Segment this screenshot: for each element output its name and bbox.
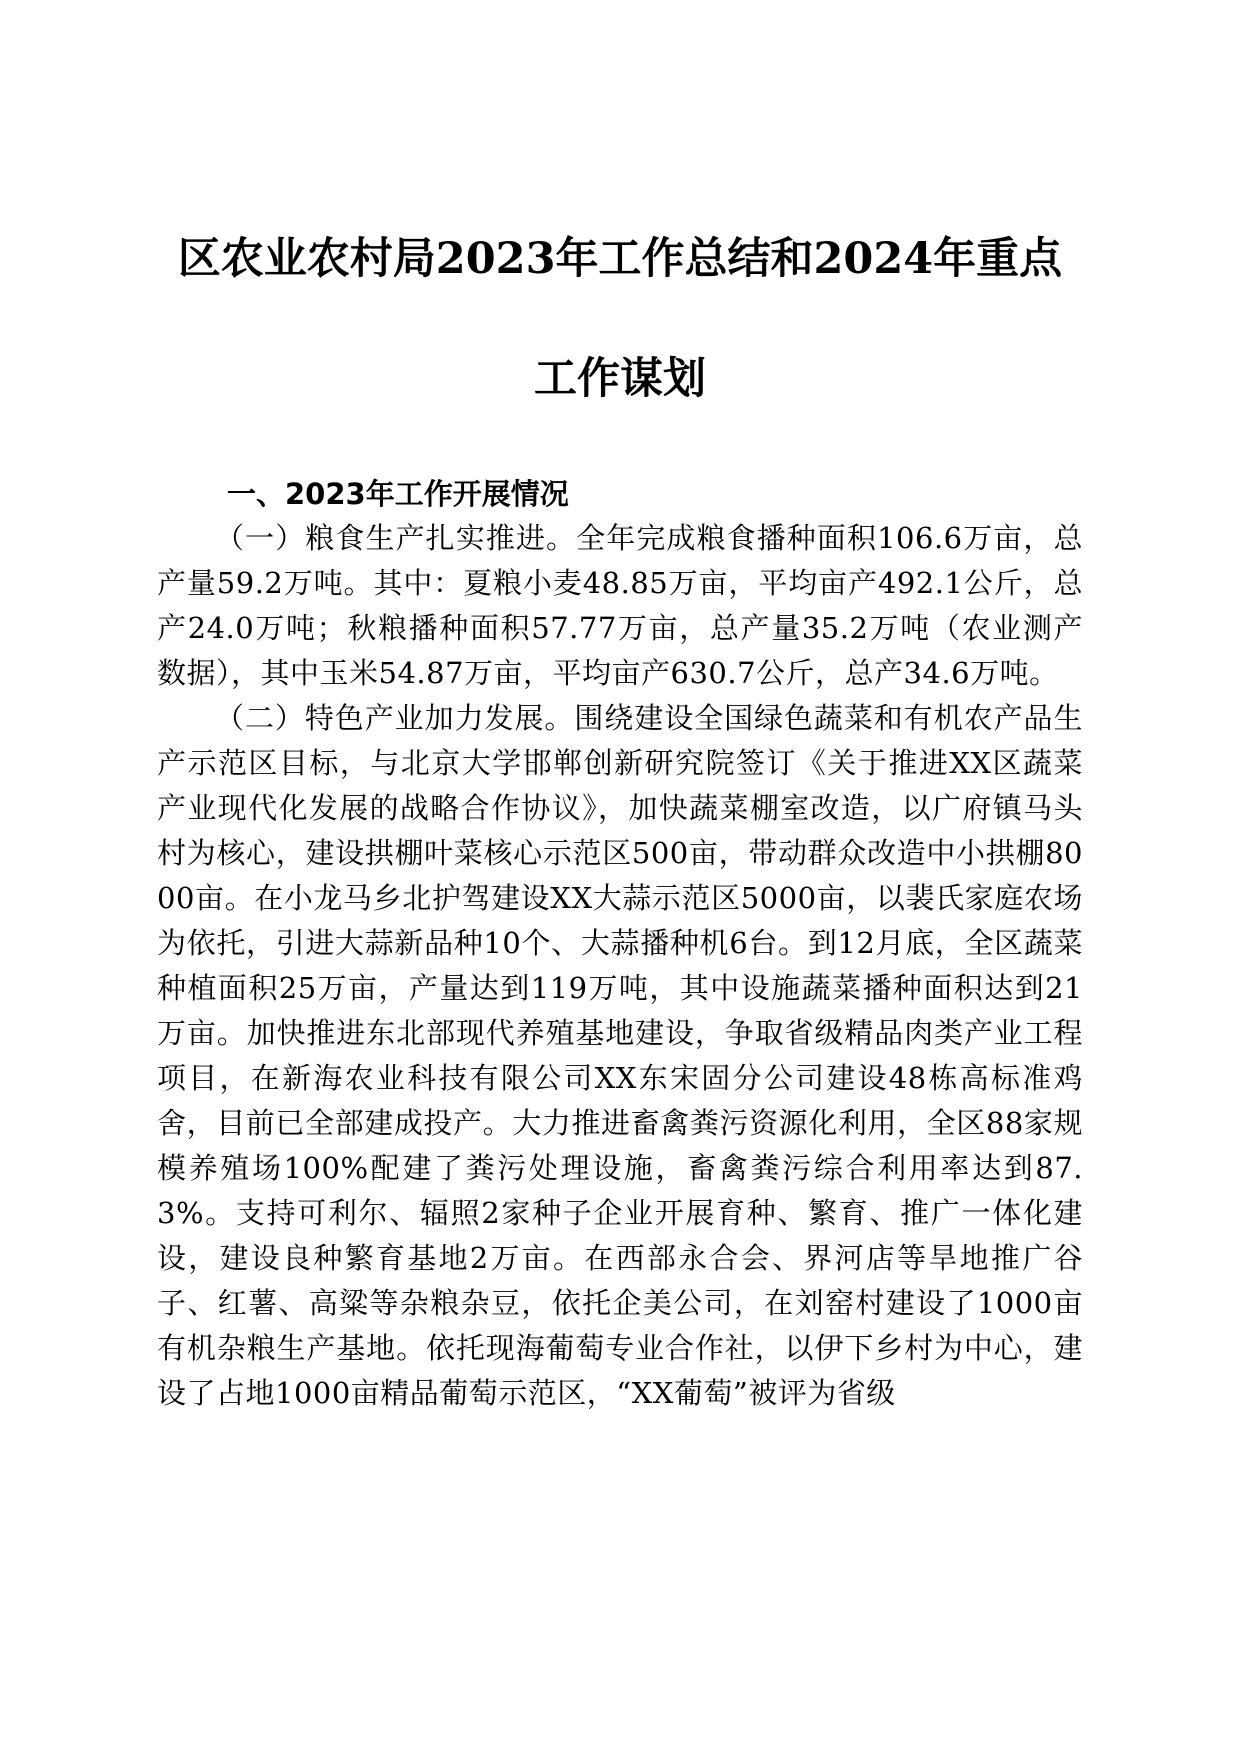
section-heading-1: 一、2023年工作开展情况 [227,477,569,511]
paragraph-grain-production: （一）粮食生产扎实推进。全年完成粮食播种面积106.6万亩，总产量59.2万吨。其中：夏粮小麦48.85万亩，平均亩产492.1公斤，总产24.0万吨；秋粮播种面积57.77万亩，总产量35.2万吨（农业测产数据），其中玉米54.87万亩，平均亩产630.7公斤，总产34.6万吨。 [157,521,1083,690]
document-title-line-2: 工作谋划 [534,354,706,404]
paragraph-specialty-industry: （二）特色产业加力发展。围绕建设全国绿色蔬菜和有机农产品生产示范区目标，与北京大学邯郸创新研究院签订《关于推进XX区蔬菜产业现代化发展的战略合作协议》，加快蔬菜棚室改造，以广府镇马头村为核心，建设拱棚叶菜核心示范区500亩，带动群众改造中小拱棚8000亩。在小龙马乡北护驾建设XX大蒜示范区5000亩，以裴氏家庭农场为依托，引进大蒜新品种10个、大蒜播种机6台。到12月底，全区蔬菜种植面积25万亩，产量达到119万吨，其中设施蔬菜播种面积达到21万亩。加快推进东北部现代养殖基地建设，争取省级精品肉类产业工程项目，在新海农业科技有限公司XX东宋固分公司建设48栋高标准鸡舍，目前已全部建成投产。大力推进畜禽粪污资源化利用，全区88家规模养殖场100%配建了粪污处理设施，畜禽粪污综合利用率达到87.3%。支持可利尔、辐照2家种子企业开展育种、繁育、推广一体化建设，建设良种繁育基地2万亩。在西部永合会、界河店等旱地推广谷子、红薯、高粱等杂粮杂豆，依托企美公司，在刘窑村建设了1000亩有机杂粮生产基地。依托现海葡萄专业合作社，以伊下乡村为中心，建设了占地1000亩精品葡萄示范区，“XX葡萄”被评为省级 [157,701,1083,1410]
document-body [157,516,1083,1416]
document-title-line-1: 区农业农村局2023年工作总结和2024年重点 [177,234,1063,284]
